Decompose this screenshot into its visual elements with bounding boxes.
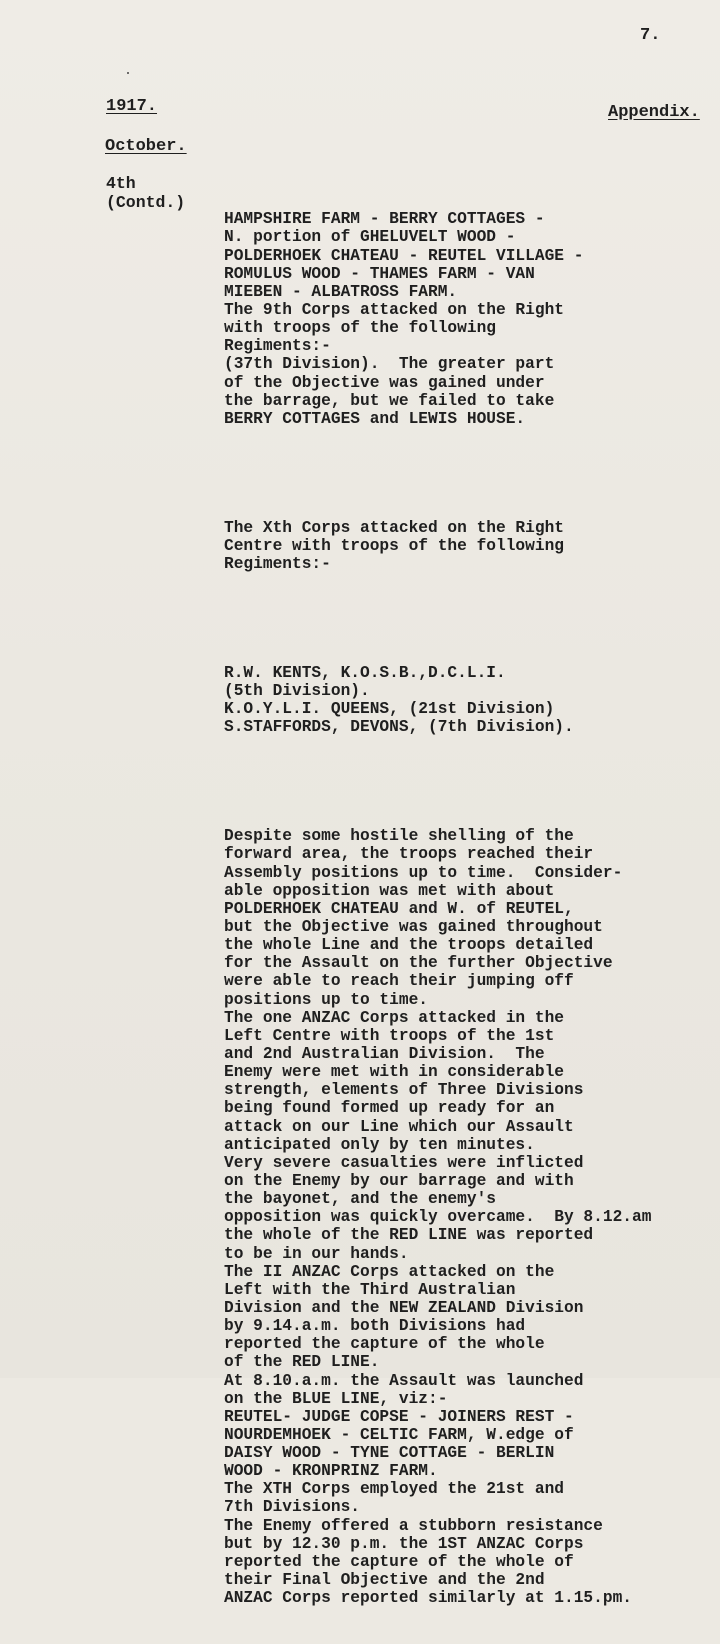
text-line: on the BLUE LINE, viz:- [224, 1389, 448, 1408]
text-line: Division and the NEW ZEALAND Division [224, 1298, 584, 1317]
text-line: ANZAC Corps reported similarly at 1.15.pm. [224, 1589, 632, 1608]
paragraph-2 [224, 519, 720, 573]
text-line: N. portion of GHELUVELT WOOD - [224, 228, 516, 247]
text-line: reported the capture of the whole [224, 1335, 545, 1354]
text-line: The one ANZAC Corps attacked in the [224, 1008, 564, 1027]
text-line: being found formed up ready for an [224, 1099, 555, 1118]
text-line: The XTH Corps employed the 21st and [224, 1480, 564, 1499]
text-line: MIEBEN - ALBATROSS FARM. [224, 282, 458, 301]
text-line: Assembly positions up to time. Consider- [224, 863, 623, 882]
text-line: reported the capture of the whole of [224, 1552, 574, 1571]
entry-day: 4th [106, 174, 136, 193]
text-line: the whole of the RED LINE was reported [224, 1226, 594, 1245]
text-line: The II ANZAC Corps attacked on the [224, 1262, 555, 1281]
page-number: 7. [640, 26, 661, 45]
text-line: were able to reach their jumping off [224, 972, 574, 991]
paragraph-gap [224, 610, 720, 628]
text-line: S.STAFFORDS, DEVONS, (7th Division). [224, 718, 574, 737]
text-line: K.O.Y.L.I. QUEENS, (21st Division) [224, 700, 555, 719]
text-line: Regiments:- [224, 555, 331, 574]
text-line: their Final Objective and the 2nd [224, 1571, 545, 1590]
text-line: (5th Division). [224, 682, 370, 701]
text-line: by 9.14.a.m. both Divisions had [224, 1317, 526, 1336]
text-line: and 2nd Australian Division. The [224, 1044, 545, 1063]
text-line: the whole Line and the troops detailed [224, 936, 594, 955]
text-line: but the Objective was gained throughout [224, 917, 603, 936]
text-line: The 9th Corps attacked on the Right [224, 301, 564, 320]
text-line: forward area, the troops reached their [224, 845, 594, 864]
text-line: positions up to time. [224, 990, 428, 1009]
paragraph-4 [224, 827, 720, 1607]
paragraph-gap [224, 464, 720, 482]
text-line: strength, elements of Three Divisions [224, 1081, 584, 1100]
text-line: NOURDEMHOEK - CELTIC FARM, W.edge of [224, 1425, 574, 1444]
text-line: BERRY COTTAGES and LEWIS HOUSE. [224, 409, 526, 428]
text-line: At 8.10.a.m. the Assault was launched [224, 1371, 584, 1390]
text-line: Regiments:- [224, 337, 331, 356]
text-line: (37th Division). The greater part [224, 355, 555, 374]
text-line: REUTEL- JUDGE COPSE - JOINERS REST - [224, 1407, 574, 1426]
paragraph-1 [224, 210, 720, 428]
text-line: R.W. KENTS, K.O.S.B.,D.C.L.I. [224, 663, 506, 682]
text-line: Very severe casualties were inflicted [224, 1153, 584, 1172]
appendix-heading: Appendix. [608, 103, 700, 122]
text-line: for the Assault on the further Objective [224, 954, 613, 973]
text-line: Despite some hostile shelling of the [224, 827, 574, 846]
text-line: but by 12.30 p.m. the 1ST ANZAC Corps [224, 1534, 584, 1553]
text-line: POLDERHOEK CHATEAU - REUTEL VILLAGE - [224, 246, 584, 265]
text-line: of the Objective was gained under [224, 373, 545, 392]
text-line: POLDERHOEK CHATEAU and W. of REUTEL, [224, 899, 574, 918]
month-heading: October. [105, 137, 187, 156]
text-line: attack on our Line which our Assault [224, 1117, 574, 1136]
year-heading: 1917. [106, 97, 158, 116]
text-line: Left with the Third Australian [224, 1280, 516, 1299]
ink-speck [127, 72, 129, 74]
text-line: of the RED LINE. [224, 1353, 380, 1372]
paragraph-3 [224, 664, 720, 737]
text-line: on the Enemy by our barrage and with [224, 1171, 574, 1190]
entry-date [106, 175, 185, 212]
text-line: The Xth Corps attacked on the Right [224, 518, 564, 537]
entry-continued: (Contd.) [106, 192, 186, 212]
text-line: with troops of the following [224, 319, 496, 338]
paragraph-gap [224, 773, 720, 791]
text-line: Left Centre with troops of the 1st [224, 1026, 555, 1045]
text-line: to be in our hands. [224, 1244, 409, 1263]
text-line: WOOD - KRONPRINZ FARM. [224, 1462, 438, 1481]
text-line: HAMPSHIRE FARM - BERRY COTTAGES - [224, 210, 545, 229]
text-line: DAISY WOOD - TYNE COTTAGE - BERLIN [224, 1444, 555, 1463]
text-line: Centre with troops of the following [224, 536, 564, 555]
text-line: able opposition was met with about [224, 881, 555, 900]
entry-body [224, 174, 720, 1644]
text-line: anticipated only by ten minutes. [224, 1135, 535, 1154]
text-line: The Enemy offered a stubborn resistance [224, 1516, 603, 1535]
text-line: opposition was quickly overcame. By 8.12.am [224, 1208, 652, 1227]
text-line: ROMULUS WOOD - THAMES FARM - VAN [224, 264, 535, 283]
text-line: 7th Divisions. [224, 1498, 360, 1517]
text-line: Enemy were met with in considerable [224, 1063, 564, 1082]
text-line: the barrage, but we failed to take [224, 391, 555, 410]
text-line: the bayonet, and the enemy's [224, 1190, 496, 1209]
